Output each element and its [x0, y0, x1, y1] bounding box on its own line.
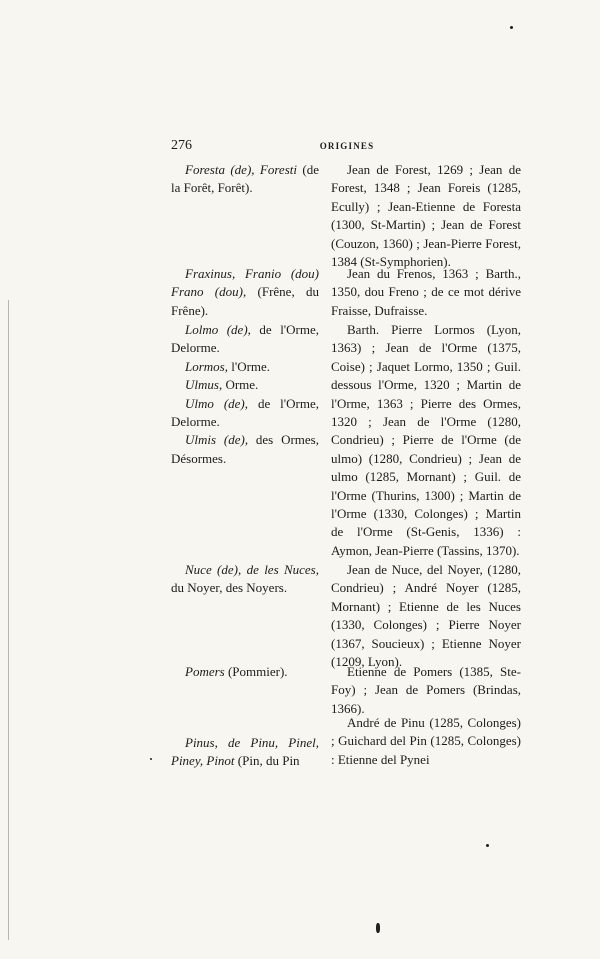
entry-terms [171, 161, 319, 198]
examples-text: Barth. Pierre Lormos (Lyon, 1363) ; Jean de l'Orme (1375, Coise) ; Jaquet Lormo, 1350 ; Guil. dessous l'Orme, 1320 ; Martin de l'Orme, 1363 ; Pierre des Ormes, 1320 ; Jean de l'Orme (1280, Condrieu) ; Pierre de l'Orme (de ulmo) (1280, Condrieu) ; Jean de ulmo (1285, Mornant) ; Guil. de l'Orme (Thurins, 1300) ; Martin de l'Orme (1330, Colonges) ; Martin de l'Orme (St-Genis, 1336) : Aymon, Jean-Pierre (Tassins, 1370). [331, 322, 521, 558]
entry-fraxinus [171, 265, 521, 318]
term-line [171, 431, 319, 468]
term-line [171, 161, 319, 198]
scan-speck [376, 923, 380, 933]
term-line [171, 395, 319, 432]
term-line [171, 358, 319, 376]
examples-text: André de Pinu (1285, Colonges) ; Guichard del Pin (1285, Colonges) : Etienne del Pynei [331, 715, 521, 767]
page-header [171, 138, 521, 156]
gloss: , Orme. [218, 377, 259, 393]
gloss: (Pin, du Pin [234, 753, 300, 769]
entry-examples [331, 321, 521, 560]
gloss: , (Frêne, du Frêne). [171, 284, 319, 318]
examples-text: Jean du Frenos, 1363 ; Barth., 1350, dou Freno ; de ce mot dérive Fraisse, Dufraisse. [331, 266, 521, 318]
gloss: , de l'Orme, Delorme. [171, 322, 319, 356]
headword: Ulmo (de) [185, 395, 245, 411]
term-line [171, 734, 319, 771]
term-line [171, 663, 319, 681]
headword: Pinus, de Pinu, Pinel, Piney, Pinot [171, 735, 319, 769]
entry-terms [171, 734, 319, 771]
gloss: , de l'Orme, Delorme. [171, 395, 319, 430]
entry-terms [171, 561, 319, 598]
entry-foresta [171, 161, 521, 270]
gloss: , du Noyer, des Noyers. [171, 562, 319, 596]
examples-text: Etienne de Pomers (1385, Ste-Foy) ; Jean de Pomers (Brindas, 1366). [331, 664, 521, 716]
gloss: , des Ormes, Désormes. [171, 432, 319, 466]
gloss: (de la Forêt, Forêt). [171, 162, 319, 196]
headword: Ulmus [185, 377, 219, 393]
term-line [171, 265, 319, 320]
entry-nuce [171, 561, 521, 670]
entry-examples [331, 265, 521, 320]
entry-examples [331, 561, 521, 671]
headword: Pomers [185, 664, 225, 679]
entry-examples [331, 161, 521, 271]
scan-speck [150, 758, 152, 760]
page-number: 276 [171, 138, 192, 153]
page-edge [8, 300, 9, 940]
entry-examples [331, 714, 521, 769]
headword: Nuce (de), de les Nuces [185, 562, 316, 577]
gloss: (Pommier). [224, 664, 288, 679]
term-line [171, 376, 319, 394]
headword: Lolmo (de) [185, 322, 248, 337]
running-head: ORIGINES [319, 141, 375, 151]
term-line [171, 561, 319, 598]
entry-pinus [171, 714, 521, 769]
headword: Foresta (de), Foresti [185, 162, 297, 177]
entry-examples [331, 663, 521, 718]
entry-terms [171, 663, 319, 681]
examples-text: Jean de Forest, 1269 ; Jean de Forest, 1348 ; Jean Foreis (1285, Ecully) ; Jean-Etienne de Foresta (1300, St-Martin) ; Jean de Forest (Couzon, 1360) ; Jean-Pierre Forest, 1384 (St-Symphorien). [331, 162, 521, 270]
scan-speck [510, 26, 513, 29]
scan-speck [486, 844, 489, 847]
entry-pomers [171, 663, 521, 716]
headword: Ulmis (de) [185, 432, 245, 448]
entry-terms [171, 265, 319, 320]
headword: Fraxinus, Franio (dou) Frano (dou) [171, 266, 319, 300]
gloss: , l'Orme. [224, 358, 271, 374]
term-line [171, 321, 319, 358]
entry-orme [171, 321, 521, 558]
entry-terms [171, 321, 319, 468]
examples-text: Jean de Nuce, del Noyer, (1280, Condrieu) ; André Noyer (1285, Mornant) ; Etienne de les Nuces (1330, Colonges) ; Pierre Noyer (1367, Soucieux) ; Etienne Noyer (1209, Lyon). [331, 562, 521, 670]
headword: Lormos [185, 358, 225, 374]
